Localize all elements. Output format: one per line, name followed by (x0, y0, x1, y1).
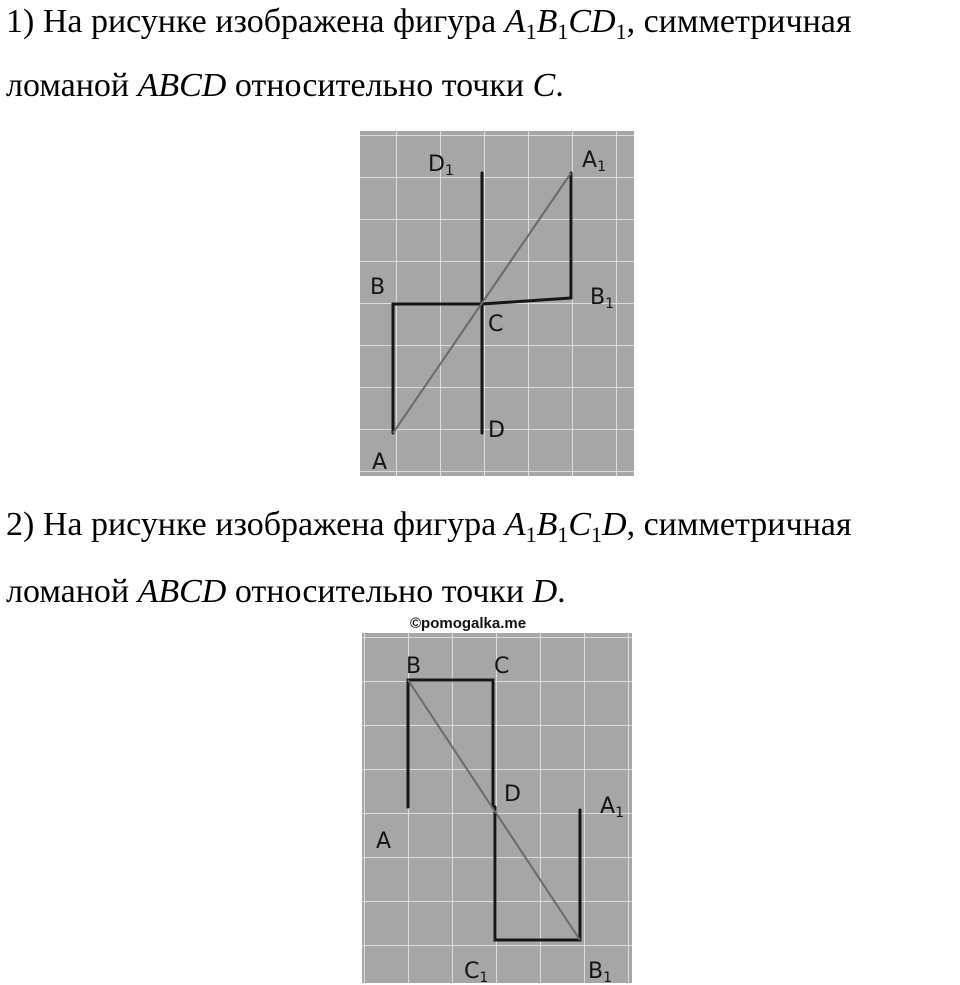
problem-2-polyline-name: ABCD (137, 573, 227, 610)
problem-1-figure-name: $A_1B_1CD_1$ (504, 3, 627, 44)
problem-2-number: 2) (6, 506, 35, 543)
label-a1: A1 (600, 794, 624, 821)
problem-1-polyline-name: ABCD (137, 67, 227, 104)
problem-1-text: На рисунке изображена фигура (42, 3, 497, 40)
label-d: D (504, 782, 521, 807)
label-a1: A1 (582, 148, 606, 175)
label-c1: C1 (464, 959, 489, 983)
label-b1: B1 (588, 959, 613, 983)
label-a: A (372, 450, 388, 475)
label-d: D (488, 418, 505, 443)
label-c: C (494, 654, 510, 679)
figure-2-photo (362, 633, 632, 983)
problem-1-center-point: C (532, 67, 556, 104)
problem-2-text: На рисунке изображена фигура (42, 506, 497, 543)
problem-2-line-2: ломаной ABCD относительно точки D. (6, 573, 566, 610)
watermark: ©pomogalka.me (410, 615, 527, 632)
problem-1-line-1 (6, 2, 960, 42)
figure-2-drawing (362, 633, 632, 983)
problem-1-number: 1) (6, 3, 35, 40)
grid (362, 633, 632, 983)
label-b1: B1 (590, 285, 615, 312)
problem-2-figure-name: $A_1B_1C_1D$ (504, 506, 627, 547)
problem-2-line-1 (6, 505, 960, 545)
problem-2-center-point: D (532, 573, 558, 610)
problem-1-line-2: ломаной ABCD относительно точки C. (6, 67, 564, 104)
label-b: B (370, 275, 386, 300)
label-b: B (406, 654, 422, 679)
figure-1-drawing (360, 131, 634, 476)
label-a: A (376, 829, 392, 854)
label-c: C (488, 312, 504, 337)
label-d1: D1 (428, 152, 454, 179)
figure-1-photo (360, 131, 634, 476)
problem-2-text-after: , симметричная (626, 506, 852, 543)
problem-1-text-after: , симметричная (626, 3, 852, 40)
